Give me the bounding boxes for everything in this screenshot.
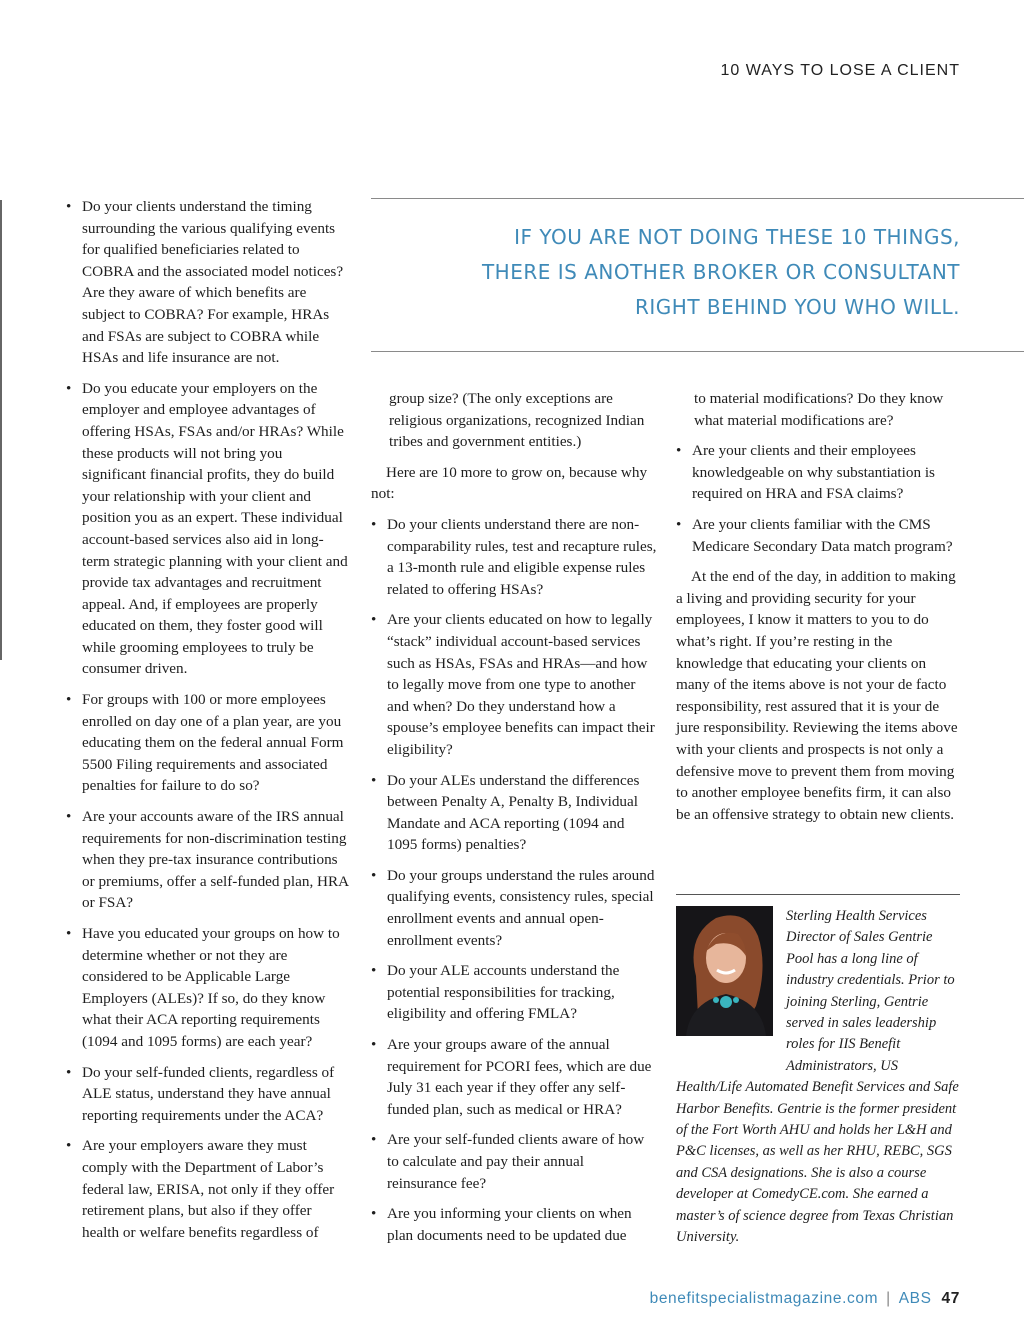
list-item: • Are your groups aware of the annual requirement for PCORI fees, which are due July 31 each year if they offer any self-funded plan, such as medical or HRA? bbox=[371, 1034, 657, 1120]
column-2 bbox=[371, 388, 657, 1255]
list-item: • Are your accounts aware of the IRS annual requirements for non-discrimination testing when they pre-tax insurance contributions or premiums, offer a self-funded plan, HRA or FSA? bbox=[66, 806, 349, 914]
list-item: • Do your clients understand there are non-comparability rules, test and recapture rules, a 13-month rule and eligible expense rules related to offering HSAs? bbox=[371, 514, 657, 600]
footer-separator: | bbox=[886, 1290, 891, 1307]
page-number: 47 bbox=[941, 1290, 960, 1307]
checklist-1 bbox=[66, 196, 349, 1243]
list-item: • Are your clients educated on how to legally “stack” individual account-based services such as HSAs, FSAs and HRAs—and how to legally move from one type to another and when? Do they understand how a spouse’s employee benefits can impact their eligibility? bbox=[371, 609, 657, 760]
pullquote-line-2: THERE IS ANOTHER BROKER OR CONSULTANT bbox=[481, 260, 960, 284]
continuation-text: group size? (The only exceptions are religious organizations, recognized Indian tribes and government entities.) bbox=[389, 390, 645, 451]
author-bio bbox=[676, 906, 961, 1249]
pullquote-line-1: IF YOU ARE NOT DOING THESE 10 THINGS, bbox=[514, 225, 960, 249]
page-edge-bar bbox=[0, 200, 2, 660]
intro-paragraph: Here are 10 more to grow on, because why not: bbox=[371, 463, 648, 503]
bio-rule bbox=[676, 894, 960, 895]
list-item: • Do your ALE accounts understand the potential responsibilities for tracking, eligibility and offering FMLA? bbox=[371, 960, 657, 1025]
pullquote-bottom-rule bbox=[371, 351, 1024, 352]
footer-site: benefitspecialistmagazine.com bbox=[649, 1290, 879, 1307]
list-item: • Do your ALEs understand the differences between Penalty A, Penalty B, Individual Mandate and ACA reporting (1094 and 1095 forms) penalties? bbox=[371, 770, 657, 856]
column-1 bbox=[66, 196, 349, 1252]
list-item: • Are your clients and their employees knowledgeable on why substantiation is required on HRA and FSA claims? bbox=[676, 440, 961, 505]
list-item: • Are your self-funded clients aware of how to calculate and pay their annual reinsurance fee? bbox=[371, 1129, 657, 1194]
column-3 bbox=[676, 388, 961, 834]
checklist-3 bbox=[676, 440, 961, 557]
list-item: • Are your employers aware they must comply with the Department of Labor’s federal law, ERISA, not only if they offer retirement plans, but also if they offer health or welfare benefits regardless of bbox=[66, 1135, 349, 1243]
list-item: • Are your clients familiar with the CMS Medicare Secondary Data match program? bbox=[676, 514, 961, 557]
list-item: • For groups with 100 or more employees enrolled on day one of a plan year, are you educating them on the federal annual Form 5500 Filing requirements and associated penalties for failure to do so? bbox=[66, 689, 349, 797]
running-header: 10 WAYS TO LOSE A CLIENT bbox=[720, 62, 960, 79]
author-bio-text: Sterling Health Services Director of Sales Gentrie Pool has a long line of industry credentials. Prior to joining Sterling, Gentrie served in sales leadership roles for IIS Benefit Administrators, US Health/Life Automated Benefit Services and Safe Harbor Benefits. Gentrie is the former president of the Fort Worth AHU and holds her L&H and P&C licenses, as well as her RHU, REBC, SGS and CSA designations. She is also a course developer at ComedyCE.com. She earned a master’s of science degree from Texas Christian University. bbox=[676, 908, 959, 1246]
page-footer bbox=[650, 1290, 960, 1308]
list-item: • Are you informing your clients on when plan documents need to be updated due bbox=[371, 1203, 657, 1246]
list-item: • Do your self-funded clients, regardless of ALE status, understand they have annual reporting requirements under the ACA? bbox=[66, 1062, 349, 1127]
pullquote-top-rule bbox=[371, 198, 1024, 199]
closing-paragraph: At the end of the day, in addition to making a living and providing security for your employees, I know it matters to you to do what’s right. If you’re resting in the knowledge that educating your clients on many of the items above is not your de facto responsibility, rest assured that it is your de jure responsibility. Reviewing the items above with your clients and prospects is not only a defensive move to prevent them from moving to another employee benefits firm, it can also be an offensive strategy to obtain new clients. bbox=[676, 568, 958, 823]
continuation-text: to material modifications? Do they know what material modifications are? bbox=[694, 390, 944, 429]
list-item: • Do you educate your employers on the employer and employee advantages of offering HSAs, FSAs and/or HRAs? While these products will not bring you significant financial profits, they do build your relationship with your client and position you as an expert. These individual account-based services also aid in long-term strategic planning with your client and provide tax advantages and recruitment appeal. And, if employees are properly educated on them, they foster good will while grooming employees to truly be consumer driven. bbox=[66, 378, 349, 680]
list-item: • Do your clients understand the timing surrounding the various qualifying events for qualified beneficiaries related to COBRA and the associated model notices? Are they aware of which benefits are subject to COBRA? For example, HRAs and FSAs are subject to COBRA while HSAs and life insurance are not. bbox=[66, 196, 349, 369]
list-item: • Have you educated your groups on how to determine whether or not they are considered to be Applicable Large Employers (ALEs)? If so, do they know what their ACA reporting requirements (1094 and 1095 forms) are each year? bbox=[66, 923, 349, 1053]
pullquote-line-3: RIGHT BEHIND YOU WHO WILL. bbox=[634, 295, 960, 319]
pullquote bbox=[380, 220, 960, 325]
footer-magazine: ABS bbox=[898, 1290, 932, 1307]
list-item: • Do your groups understand the rules around qualifying events, consistency rules, special enrollment events and annual open-enrollment events? bbox=[371, 865, 657, 951]
checklist-2 bbox=[371, 514, 657, 1246]
